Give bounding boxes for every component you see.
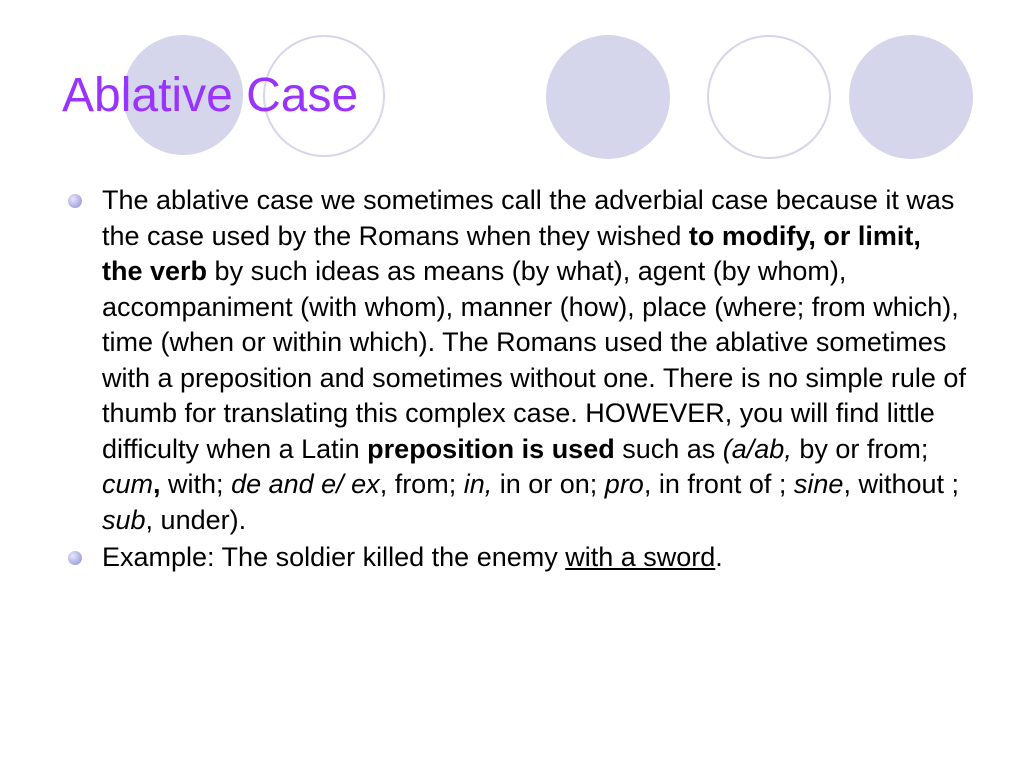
decorative-circle-outline (707, 35, 831, 159)
emphasis-bold: , (153, 469, 161, 499)
text-run: Example: The soldier killed the enemy (102, 542, 566, 572)
bullet-text (102, 542, 723, 572)
slide-title: Ablative Case (62, 69, 359, 122)
bullet-icon (68, 551, 82, 565)
latin-term: in, (463, 469, 493, 499)
bullet-text (102, 185, 966, 535)
latin-term: de and e/ ex (231, 469, 380, 499)
latin-term: sub (102, 504, 146, 535)
bullet-item (66, 540, 966, 576)
decorative-circle-filled (849, 35, 973, 159)
text-run: . (715, 542, 723, 572)
text-run: , without ; (843, 469, 959, 499)
text-run: The ablative case we sometimes call the adverbial case because it was the case used by the Romans when they wished (102, 185, 955, 251)
latin-term: cum (102, 469, 154, 499)
text-run: with; (160, 469, 232, 499)
latin-term: (a/ab, (722, 433, 792, 464)
bullet-list (66, 183, 966, 576)
text-run: by such ideas as means (by what), agent (by whom), accompaniment (with whom), manner (how), place (where; from which), time (when or within which). The Romans used the ablative sometimes with a preposition and sometimes without one. There is no simple rule of thumb for translating this complex case. HOWEVER, you will find little difficulty when a Latin (102, 256, 966, 464)
bullet-item (66, 183, 966, 538)
emphasis-underline: with a sword (565, 542, 716, 572)
decorative-circle-filled (546, 35, 670, 159)
text-run: in or on; (492, 469, 605, 499)
latin-term: pro (604, 469, 644, 499)
text-run: by or from; (791, 433, 929, 464)
text-run: such as (614, 433, 723, 464)
latin-term: sine (793, 469, 844, 499)
text-run: , under). (145, 504, 247, 535)
emphasis-bold: preposition is used (367, 433, 615, 464)
bullet-icon (68, 194, 82, 208)
text-run: , from; (379, 469, 464, 499)
emphasis-bold: to modify, or limit, the verb (102, 220, 921, 286)
text-run: , in front of ; (643, 469, 794, 499)
